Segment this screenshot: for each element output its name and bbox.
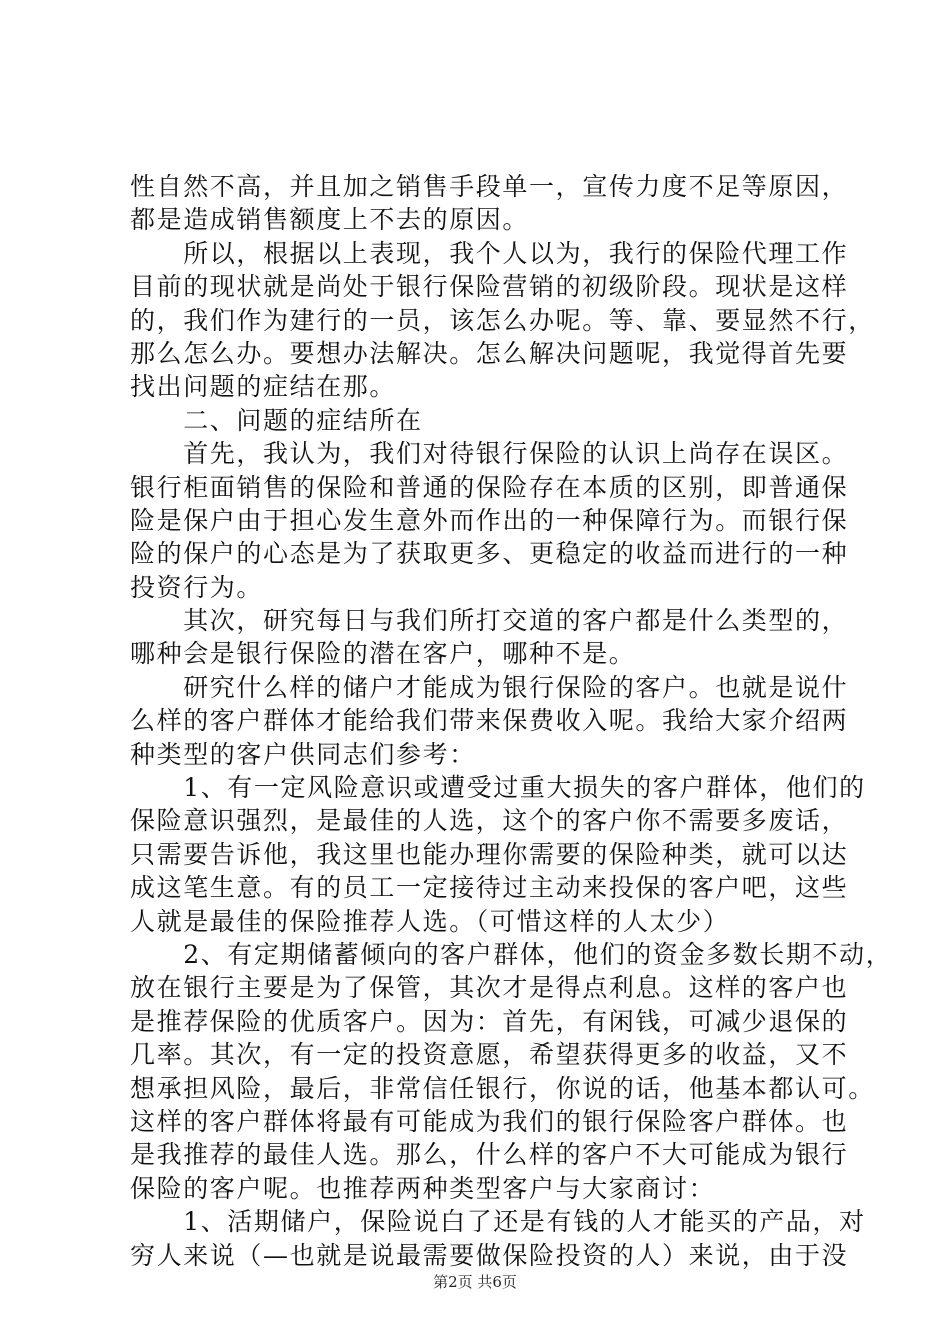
text-line: 这样的客户群体将最有可能成为我们的银行保险客户群体。也: [130, 1106, 849, 1136]
text-line: 种类型的客户供同志们参考：: [130, 739, 476, 769]
text-line: 只需要告诉他，我这里也能办理你需要的保险种类，就可以达: [130, 839, 849, 869]
text-line: 么样的客户群体才能给我们带来保费收入呢。我给大家介绍两: [130, 706, 849, 736]
text-line: 目前的现状就是尚处于银行保险营销的初级阶段。现状是这样: [130, 272, 849, 302]
section-heading: 二、问题的症结所在: [130, 405, 423, 435]
text-line: 是推荐保险的优质客户。因为：首先，有闲钱，可减少退保的: [130, 1006, 849, 1036]
text-line: 投资行为。: [130, 572, 264, 602]
text-line: 险的保户的心态是为了获取更多、更稳定的收益而进行的一种: [130, 539, 849, 569]
text-line: 那么怎么办。要想办法解决。怎么解决问题呢，我觉得首先要: [130, 338, 849, 368]
text-line: 保险的客户呢。也推荐两种类型客户与大家商讨：: [130, 1173, 716, 1203]
text-line: 几率。其次，有一定的投资意愿，希望获得更多的收益，又不: [130, 1040, 849, 1070]
text-line: 人就是最佳的保险推荐人选。（可惜这样的人太少）: [130, 906, 730, 936]
body-text: [130, 170, 893, 1272]
text-line: 找出问题的症结在那。: [130, 372, 397, 402]
text-line: 其次，研究每日与我们所打交道的客户都是什么类型的，: [130, 606, 849, 636]
text-line: 研究什么样的储户才能成为银行保险的客户。也就是说什: [130, 672, 849, 702]
text-line: 想承担风险，最后，非常信任银行，你说的话，他基本都认可。: [130, 1073, 875, 1103]
text-line: 1、有一定风险意识或遭受过重大损失的客户群体，他们的: [130, 773, 866, 803]
text-line: 都是造成销售额度上不去的原因。: [130, 205, 530, 235]
text-line: 成这笔生意。有的员工一定接待过主动来投保的客户吧，这些: [130, 873, 849, 903]
text-line: 所以，根据以上表现，我个人以为，我行的保险代理工作: [130, 238, 849, 268]
text-line: 放在银行主要是为了保管，其次才是得点利息。这样的客户也: [130, 973, 849, 1003]
text-line: 2、有定期储蓄倾向的客户群体，他们的资金多数长期不动，: [130, 939, 893, 969]
text-line: 的，我们作为建行的一员，该怎么办呢。等、靠、要显然不行，: [130, 305, 875, 335]
text-line: 性自然不高，并且加之销售手段单一，宣传力度不足等原因，: [130, 172, 849, 201]
text-line: 保险意识强烈，是最佳的人选，这个的客户你不需要多废话，: [130, 806, 849, 836]
page-footer: 第2页 共6页: [433, 1273, 517, 1291]
text-line: 穷人来说（—也就是说最需要做保险投资的人）来说，由于没: [130, 1240, 849, 1270]
text-line: 1、活期储户，保险说白了还是有钱的人才能买的产品，对: [130, 1207, 866, 1237]
text-line: 险是保户由于担心发生意外而作出的一种保障行为。而银行保: [130, 505, 849, 535]
text-line: 银行柜面销售的保险和普通的保险存在本质的区别，即普通保: [130, 472, 849, 502]
text-line: 首先，我认为，我们对待银行保险的认识上尚存在误区。: [130, 439, 849, 469]
text-line: 是我推荐的最佳人选。那么，什么样的客户不大可能成为银行: [130, 1140, 849, 1170]
text-line: 哪种会是银行保险的潜在客户，哪种不是。: [130, 639, 636, 669]
